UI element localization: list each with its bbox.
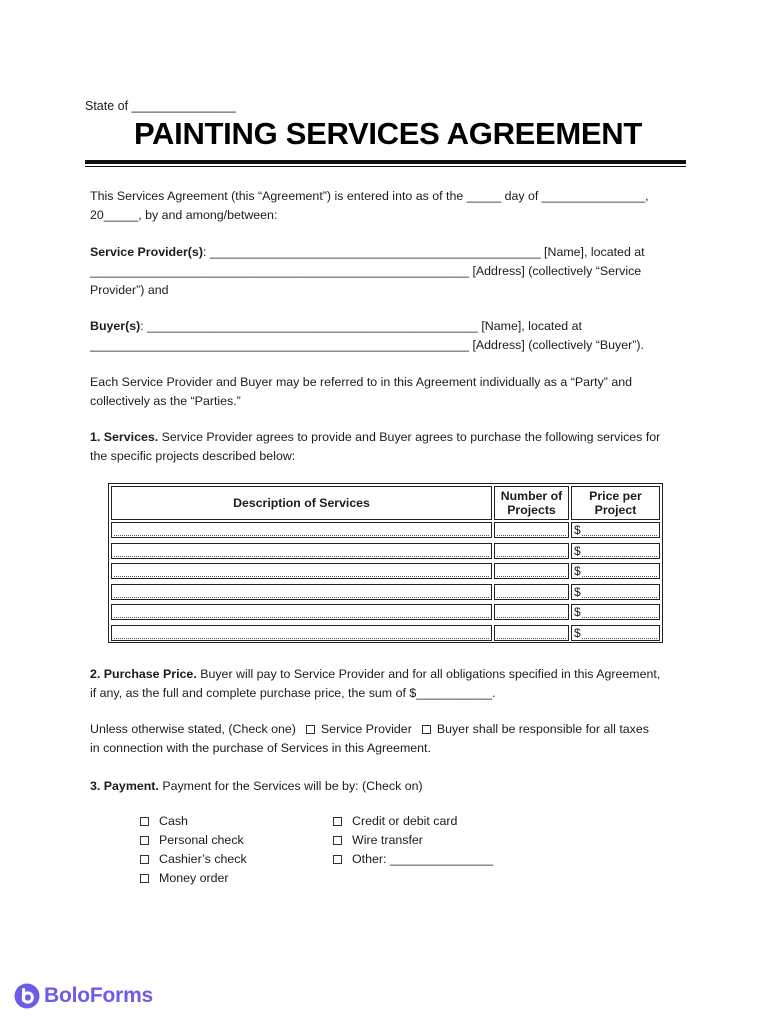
title-rule-thick (85, 160, 686, 164)
parties-line-1: Each Service Provider and Buyer may be referred to in this Agreement individually as a “Party” and (90, 375, 633, 389)
payment-option (333, 831, 423, 850)
parties-paragraph (90, 373, 680, 411)
currency-symbol: $ (574, 605, 581, 619)
payment-option-label: Personal check (159, 833, 244, 847)
service-provider-name-line[interactable]: : ________________________________________________ [Name], located at (202, 245, 645, 259)
service-description-cell[interactable] (111, 584, 492, 600)
purchase-price-line[interactable]: if any, as the full and complete purchase price, the sum of $___________. (90, 686, 496, 700)
document-title: PAINTING SERVICES AGREEMENT (133, 116, 643, 151)
section-1-paragraph (90, 428, 680, 466)
payment-checkbox[interactable] (333, 836, 342, 845)
payment-option (140, 850, 247, 869)
payment-option-label: Credit or debit card (352, 814, 458, 828)
number-of-projects-cell[interactable] (494, 604, 569, 620)
intro-line-2: 20_____, by and among/between: (90, 208, 278, 222)
buyer-label: Buyer(s) (90, 319, 141, 333)
price-per-project-cell[interactable] (571, 543, 660, 559)
services-table (108, 483, 663, 643)
taxes-prefix: Unless otherwise stated, (Check one) (90, 722, 296, 736)
section-3-text: Payment for the Services will be by: (Check on) (158, 779, 423, 793)
state-line: State of _______________ (85, 99, 236, 113)
section-2-heading: 2. Purchase Price. (90, 667, 197, 681)
payment-option-label: Wire transfer (352, 833, 423, 847)
header-description: Description of Services (111, 486, 492, 520)
taxes-option-buyer: Buyer shall be responsible for all taxes (436, 722, 649, 736)
service-description-cell[interactable] (111, 625, 492, 641)
buyer-address-line[interactable]: _______________________________________________________ [Address] (collectively “Buyer”). (90, 338, 644, 352)
payment-checkbox[interactable] (333, 817, 342, 826)
payment-option-label: Cash (159, 814, 188, 828)
price-per-project-cell[interactable] (571, 584, 660, 600)
number-of-projects-cell[interactable] (494, 543, 569, 559)
payment-checkbox[interactable] (140, 817, 149, 826)
payment-option-label: Money order (159, 871, 229, 885)
service-provider-line-3: Provider”) and (90, 283, 169, 297)
section-1-line-2: the specific projects described below: (90, 449, 296, 463)
taxes-option-service-provider: Service Provider (320, 722, 412, 736)
header-price-per-project: Price per Project (571, 486, 660, 520)
header-number-of-projects: Number of Projects (494, 486, 569, 520)
price-per-project-cell[interactable] (571, 522, 660, 538)
number-of-projects-cell[interactable] (494, 625, 569, 641)
boloforms-logo-icon (14, 983, 40, 1009)
payment-checkbox[interactable] (333, 855, 342, 864)
service-provider-address-line[interactable]: _______________________________________________________ [Address] (collectively “Service (90, 264, 642, 278)
taxes-paragraph (90, 720, 680, 758)
number-of-projects-cell[interactable] (494, 584, 569, 600)
section-1-line-1: Service Provider agrees to provide and Buyer agrees to purchase the following services for (158, 430, 661, 444)
number-of-projects-cell[interactable] (494, 522, 569, 538)
currency-symbol: $ (574, 625, 581, 640)
section-2-paragraph (90, 665, 680, 703)
buyer-paragraph (90, 317, 680, 355)
currency-symbol: $ (574, 584, 581, 599)
section-1-heading: 1. Services. (90, 430, 159, 444)
payment-checkbox[interactable] (140, 874, 149, 883)
price-per-project-cell[interactable] (571, 625, 660, 641)
section-3-heading: 3. Payment. (90, 779, 159, 793)
buyer-name-line[interactable]: : ________________________________________________ [Name], located at (140, 319, 582, 333)
payment-checkbox[interactable] (140, 836, 149, 845)
service-description-cell[interactable] (111, 543, 492, 559)
payment-option (140, 869, 229, 888)
intro-line-1: This Services Agreement (this “Agreement”) is entered into as of the _____ day of _______________, (90, 189, 649, 203)
payment-option-label: Cashier’s check (159, 852, 247, 866)
checkbox-buyer-taxes[interactable] (422, 725, 431, 734)
service-description-cell[interactable] (111, 563, 492, 579)
payment-option (140, 831, 244, 850)
service-description-cell[interactable] (111, 604, 492, 620)
service-provider-paragraph (90, 243, 680, 300)
price-per-project-cell[interactable] (571, 604, 660, 620)
parties-line-2: collectively as the “Parties.” (90, 394, 241, 408)
boloforms-logo-text: BoloForms (44, 984, 154, 1007)
title-rule-thin (85, 166, 686, 167)
section-2-line-1: Buyer will pay to Service Provider and for all obligations specified in this Agreement, (196, 667, 661, 681)
checkbox-service-provider-taxes[interactable] (306, 725, 315, 734)
currency-symbol: $ (574, 523, 581, 537)
payment-option (333, 850, 493, 869)
intro-paragraph (90, 187, 680, 225)
payment-option (140, 812, 188, 831)
section-3-paragraph (90, 777, 680, 796)
payment-checkbox[interactable] (140, 855, 149, 864)
service-provider-label: Service Provider(s) (90, 245, 203, 259)
currency-symbol: $ (574, 564, 581, 578)
payment-option-label: Other: _______________ (352, 852, 494, 866)
boloforms-logo (14, 983, 153, 1009)
price-per-project-cell[interactable] (571, 563, 660, 579)
taxes-line-2: in connection with the purchase of Services in this Agreement. (90, 741, 431, 755)
number-of-projects-cell[interactable] (494, 563, 569, 579)
service-description-cell[interactable] (111, 522, 492, 538)
currency-symbol: $ (574, 543, 581, 558)
payment-option (333, 812, 457, 831)
